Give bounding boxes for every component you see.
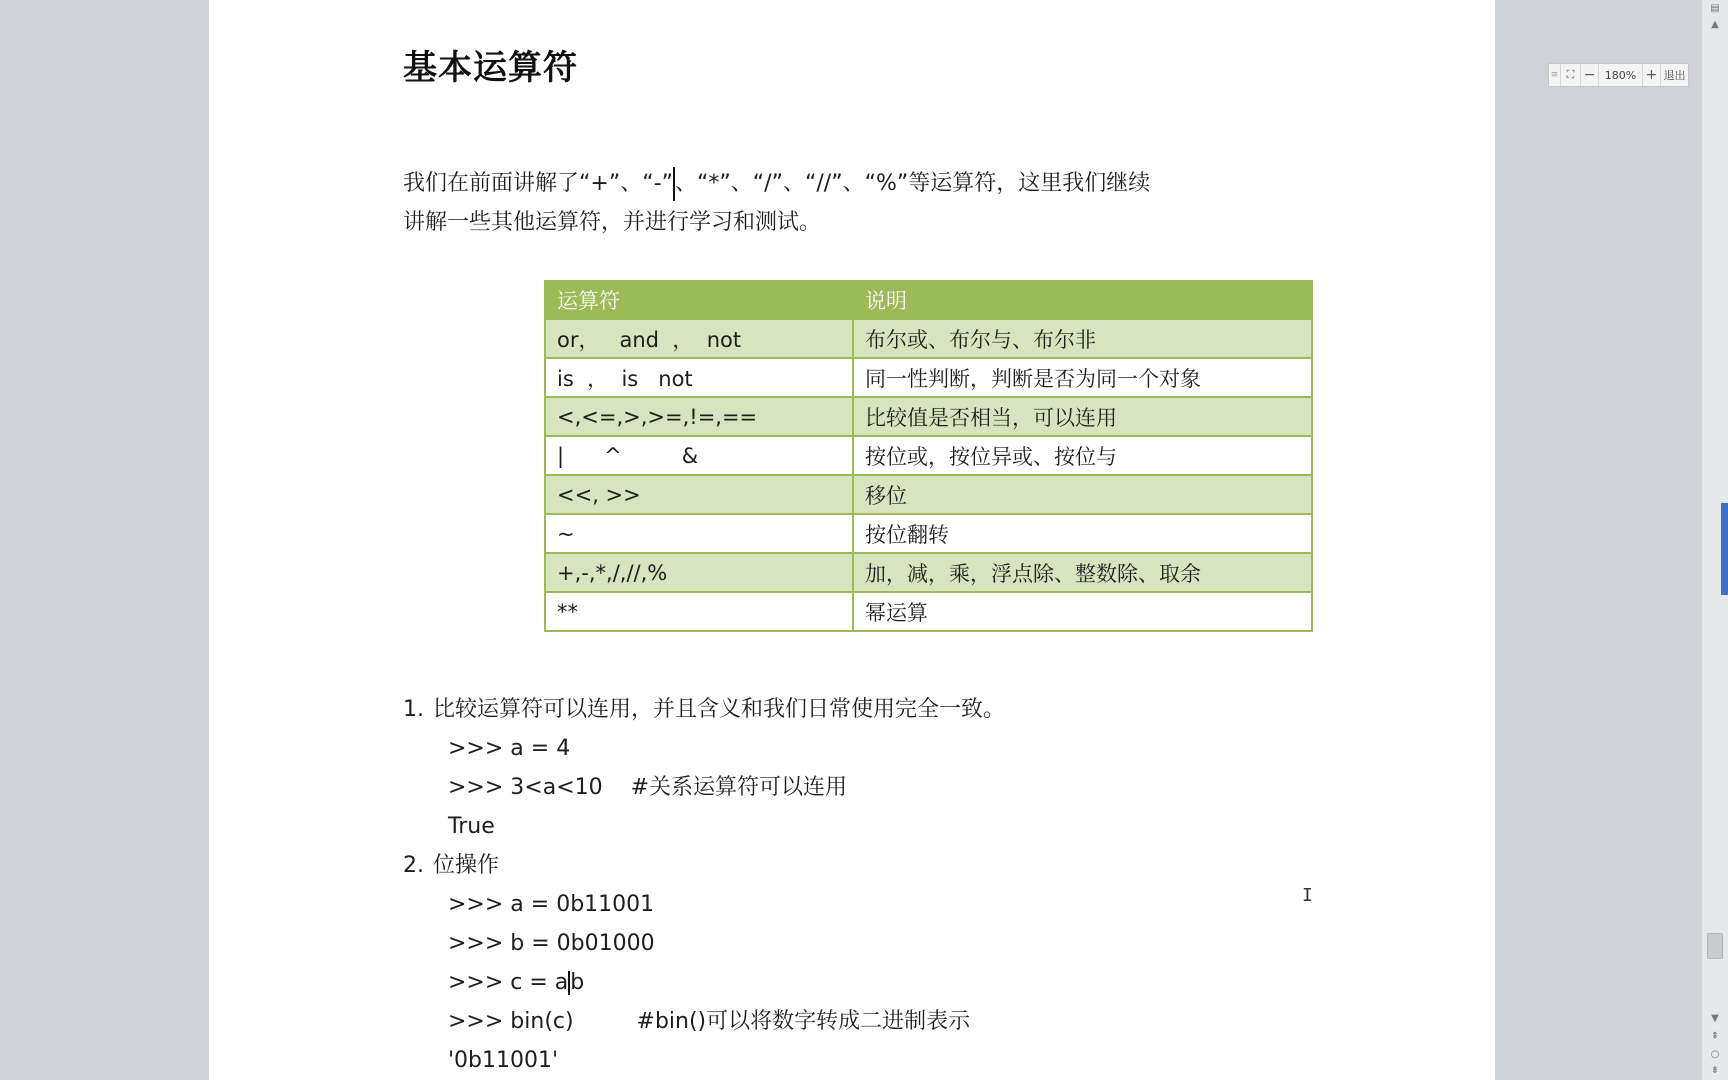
zoom-level[interactable]: 180% xyxy=(1599,64,1643,86)
table-row xyxy=(545,436,1312,475)
zoom-toolbar xyxy=(1548,63,1689,87)
code-line: >>> bin(c) #bin()可以将数字转成二进制表示 xyxy=(448,1009,971,1034)
description-cell: 加，减，乘，浮点除、整数除、取余 xyxy=(853,553,1312,592)
description-cell: 比较值是否相当，可以连用 xyxy=(853,397,1312,436)
table-row xyxy=(545,319,1312,358)
intro-line-1: 我们在前面讲解了“+”、“-”、“*”、“/”、“//”、“%”等运算符，这里我们继续 xyxy=(403,164,1323,203)
description-cell: 按位翻转 xyxy=(853,514,1312,553)
list-number: 1. xyxy=(403,697,424,722)
code-line: >>> 3<a<10 #关系运算符可以连用 xyxy=(448,775,848,800)
scroll-down-arrow-icon[interactable]: ▼ xyxy=(1711,1013,1719,1024)
code-line: >>> b = 0b01000 xyxy=(448,931,655,956)
code-line: '0b11001' xyxy=(448,1048,559,1073)
code-line: >>> a = 4 xyxy=(448,736,571,761)
header-operator: 运算符 xyxy=(545,281,853,319)
intro-line-2: 讲解一些其他运算符，并进行学习和测试。 xyxy=(403,210,822,235)
description-cell: 按位或，按位异或、按位与 xyxy=(853,436,1312,475)
scroll-menu-icon[interactable]: ▤ xyxy=(1710,3,1720,14)
grip-icon[interactable]: ≡ xyxy=(1549,64,1561,86)
table-row xyxy=(545,358,1312,397)
description-cell: 幂运算 xyxy=(853,592,1312,631)
next-page-icon[interactable]: ⇟ xyxy=(1710,1065,1720,1076)
list-item xyxy=(403,846,1323,885)
operator-table xyxy=(544,280,1313,632)
code-line: True xyxy=(448,814,495,839)
description-cell: 布尔或、布尔与、布尔非 xyxy=(853,319,1312,358)
list-item-text: 比较运算符可以连用，并且含义和我们日常使用完全一致。 xyxy=(433,697,1006,722)
fit-page-icon[interactable]: ⛶ xyxy=(1561,64,1581,86)
operator-cell: ** xyxy=(545,592,853,631)
list-number: 2. xyxy=(403,853,424,878)
header-description: 说明 xyxy=(853,281,1312,319)
scrollbar-thumb[interactable] xyxy=(1707,933,1723,959)
table-header-row xyxy=(545,281,1312,319)
intro-paragraph[interactable] xyxy=(403,164,1323,242)
code-line: >>> a = 0b11001 xyxy=(448,892,655,917)
description-cell: 同一性判断，判断是否为同一个对象 xyxy=(853,358,1312,397)
table-row xyxy=(545,397,1312,436)
exit-button[interactable]: 退出 xyxy=(1663,69,1686,82)
page-title: 基本运算符 xyxy=(403,48,578,88)
scroll-up-arrow-icon[interactable]: ▲ xyxy=(1711,19,1719,30)
mouse-ibeam-cursor-icon: I xyxy=(1302,885,1313,906)
list-item-text: 位操作 xyxy=(433,853,500,878)
list-item xyxy=(403,690,1323,729)
side-panel-tab[interactable] xyxy=(1721,503,1728,595)
table-row xyxy=(545,475,1312,514)
operator-cell: +,-,*,/,//,% xyxy=(545,553,853,592)
table-row xyxy=(545,514,1312,553)
document-page xyxy=(209,0,1495,1080)
operator-cell: <<, >> xyxy=(545,475,853,514)
zoom-out-button[interactable]: − xyxy=(1581,64,1599,86)
code-line: >>> c = ab xyxy=(448,970,585,995)
operator-cell: <,<=,>,>=,!=,== xyxy=(545,397,853,436)
select-browse-icon[interactable]: ○ xyxy=(1710,1049,1720,1060)
numbered-list xyxy=(403,690,1323,1080)
table-row xyxy=(545,592,1312,631)
zoom-in-button[interactable]: + xyxy=(1643,64,1661,86)
prev-page-icon[interactable]: ⇞ xyxy=(1710,1031,1720,1042)
operator-cell: | ^ & xyxy=(545,436,853,475)
operator-cell: or， and ， not xyxy=(545,319,853,358)
table-row xyxy=(545,553,1312,592)
operator-cell: is ， is not xyxy=(545,358,853,397)
description-cell: 移位 xyxy=(853,475,1312,514)
operator-cell: ~ xyxy=(545,514,853,553)
